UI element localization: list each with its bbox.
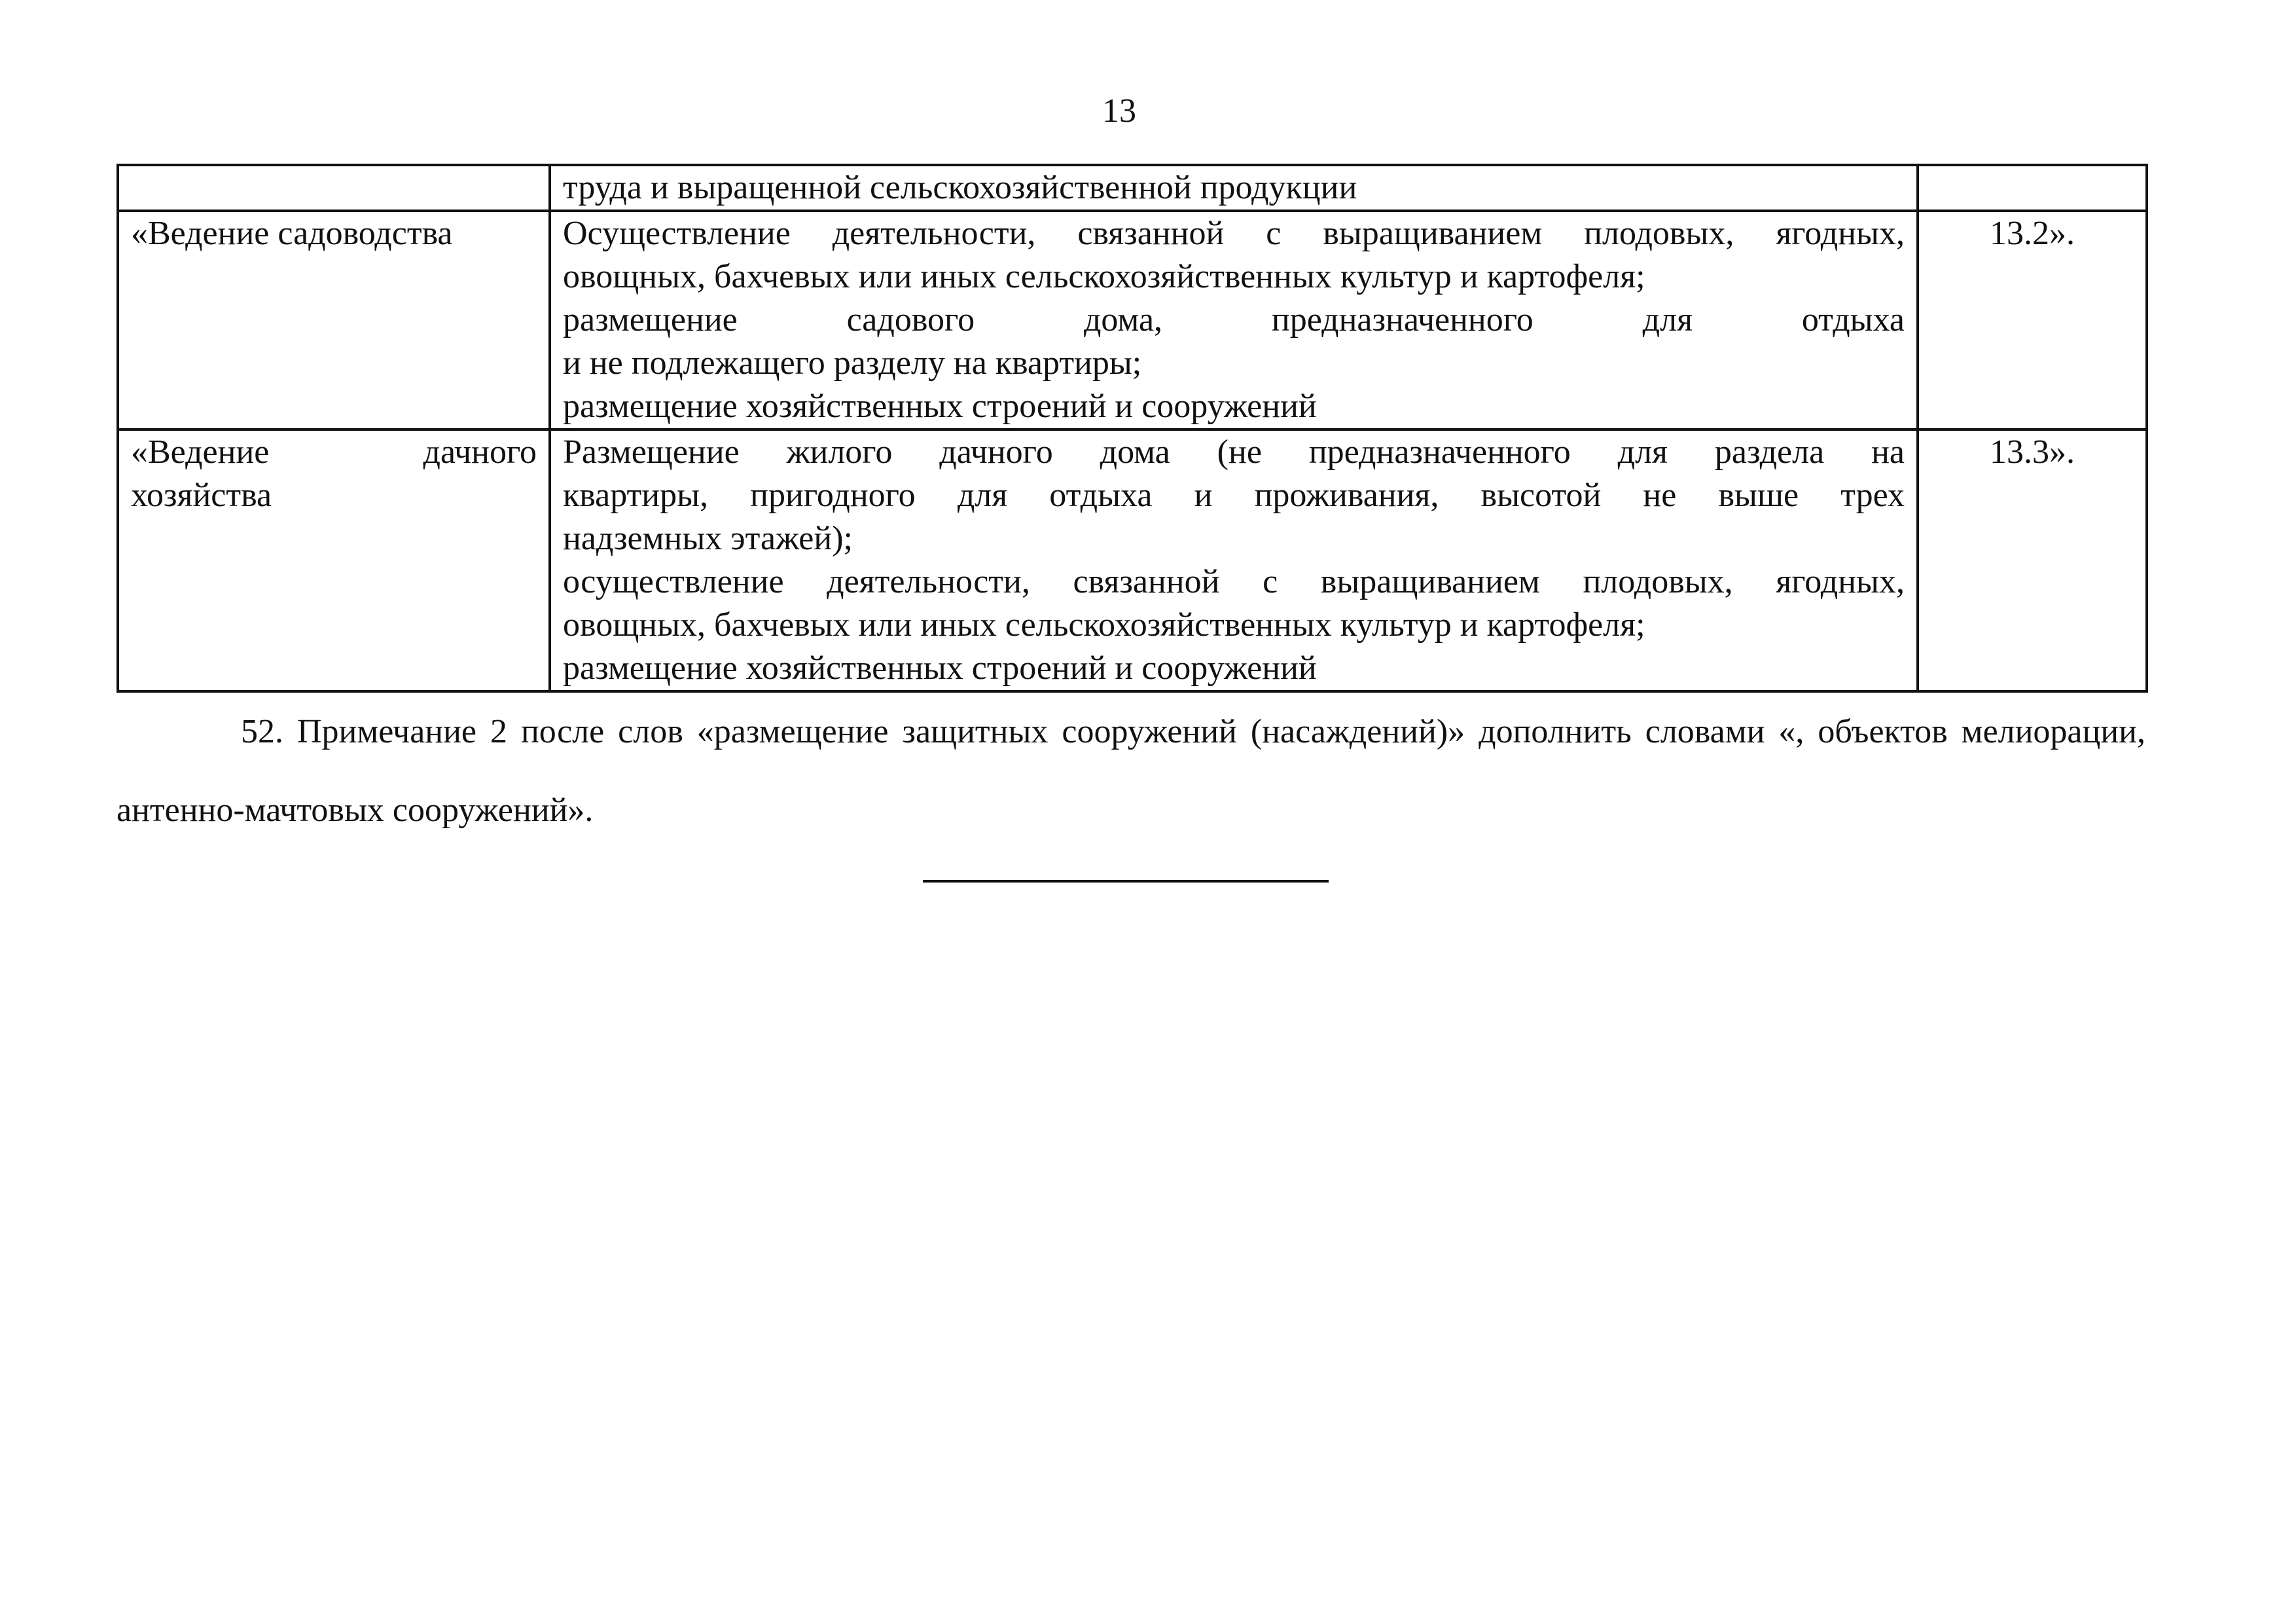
name-line: хозяйства (131, 477, 272, 514)
table-row (118, 165, 2147, 211)
description-line: труда и выращенной сельскохозяйственной продукции (563, 169, 1357, 206)
table-row (118, 211, 2147, 429)
land-use-table (117, 164, 2148, 693)
activity-code-cell: 13.3». (1918, 429, 2147, 691)
description-line: размещение садового дома, предназначенного для отдыха (563, 301, 1905, 338)
description-line: овощных, бахчевых или иных сельскохозяйственных культур и картофеля; (563, 606, 1645, 644)
activity-name-cell (118, 429, 550, 691)
description-line: квартиры, пригодного для отдыха и проживания, высотой не выше трех (563, 477, 1905, 514)
activity-description-cell (550, 211, 1918, 429)
activity-code-cell (1918, 165, 2147, 211)
name-line: «Ведение садоводства (131, 215, 453, 252)
description-line: надземных этажей); (563, 520, 853, 557)
activity-name-cell (118, 165, 550, 211)
page-number: 13 (1102, 92, 1136, 130)
name-line: «Ведение дачного (131, 433, 537, 471)
description-line: осуществление деятельности, связанной с выращиванием плодовых, ягодных, (563, 563, 1905, 600)
description-line: размещение хозяйственных строений и сооружений (563, 649, 1317, 687)
description-line: размещение хозяйственных строений и сооружений (563, 388, 1317, 425)
activity-code-cell: 13.2». (1918, 211, 2147, 429)
description-line: Размещение жилого дачного дома (не предназначенного для раздела на (563, 433, 1905, 471)
activity-name-cell (118, 211, 550, 429)
activity-description-cell (550, 429, 1918, 691)
description-line: овощных, бахчевых или иных сельскохозяйственных культур и картофеля; (563, 258, 1645, 295)
end-divider-line (923, 880, 1329, 883)
description-line: Осуществление деятельности, связанной с выращиванием плодовых, ягодных, (563, 215, 1905, 252)
amendment-paragraph: 52. Примечание 2 после слов «размещение защитных сооружений (насаждений)» дополнить словами «, объектов мелиорации, антенно-мачтовых сооружений». (117, 713, 2145, 829)
activity-description-cell (550, 165, 1918, 211)
table-row (118, 429, 2147, 691)
description-line: и не подлежащего разделу на квартиры; (563, 344, 1142, 382)
